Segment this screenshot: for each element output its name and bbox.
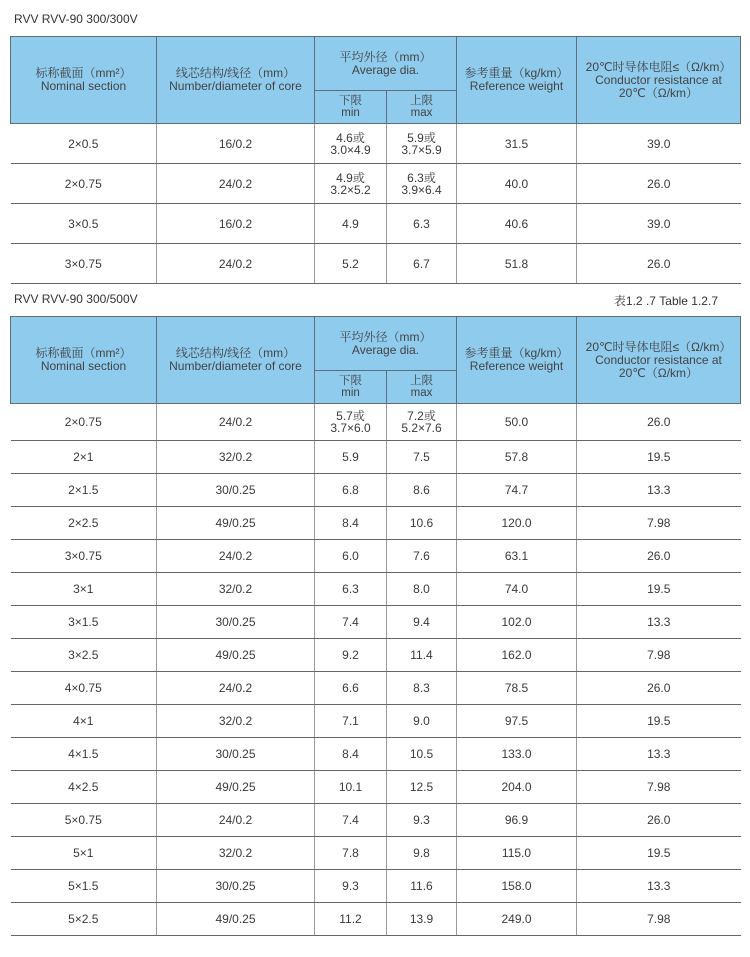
core-cell: 16/0.2 [157,124,315,164]
max-header: 上限 max [387,91,457,124]
max-dia-cell: 6.3或 3.9×6.4 [387,164,457,204]
min-dia-cell: 10.1 [315,771,387,804]
resistance-header: 20℃时导体电阻≤（Ω/km） Conductor resistance at 20℃（Ω/km） [577,317,741,404]
weight-cell: 133.0 [457,738,577,771]
spec-table-300-300v [10,36,741,284]
weight-cell: 40.0 [457,164,577,204]
section-cell: 2×1.5 [11,474,157,507]
table-row [11,507,741,540]
min-dia-cell: 5.7或 3.7×6.0 [315,404,387,441]
min-dia-cell: 6.6 [315,672,387,705]
table-row [11,837,741,870]
table-row [11,244,741,284]
min-dia-cell: 5.9 [315,441,387,474]
weight-cell: 249.0 [457,903,577,936]
max-dia-cell: 7.2或 5.2×7.6 [387,404,457,441]
max-dia-cell: 10.5 [387,738,457,771]
weight-cell: 31.5 [457,124,577,164]
table-row [11,738,741,771]
section-cell: 2×2.5 [11,507,157,540]
core-header: 线芯结构/线径（mm） Number/diameter of core [157,37,315,124]
min-dia-cell: 4.9 [315,204,387,244]
core-cell: 32/0.2 [157,705,315,738]
resistance-cell: 26.0 [577,804,741,837]
section-cell: 2×0.5 [11,124,157,164]
avg-dia-header: 平均外径（mm） Average dia. [315,317,457,371]
core-cell: 49/0.25 [157,903,315,936]
max-dia-cell: 11.6 [387,870,457,903]
resistance-cell: 26.0 [577,404,741,441]
table-row [11,870,741,903]
max-dia-cell: 8.6 [387,474,457,507]
section-cell: 4×0.75 [11,672,157,705]
section-cell: 2×0.75 [11,404,157,441]
core-cell: 30/0.25 [157,738,315,771]
section-cell: 3×0.75 [11,540,157,573]
table-row [11,639,741,672]
weight-cell: 120.0 [457,507,577,540]
resistance-cell: 19.5 [577,837,741,870]
min-dia-cell: 7.4 [315,606,387,639]
weight-cell: 74.0 [457,573,577,606]
weight-header: 参考重量（kg/km） Reference weight [457,37,577,124]
section-cell: 4×2.5 [11,771,157,804]
core-cell: 24/0.2 [157,164,315,204]
section-cell: 4×1 [11,705,157,738]
table1-title: RVV RVV-90 300/300V [14,12,138,26]
core-cell: 30/0.25 [157,870,315,903]
core-cell: 24/0.2 [157,672,315,705]
table-row [11,441,741,474]
table-row [11,903,741,936]
weight-cell: 57.8 [457,441,577,474]
core-cell: 30/0.25 [157,606,315,639]
table-row [11,573,741,606]
max-dia-cell: 11.4 [387,639,457,672]
section-cell: 2×1 [11,441,157,474]
max-dia-cell: 7.6 [387,540,457,573]
resistance-cell: 7.98 [577,903,741,936]
max-dia-cell: 8.0 [387,573,457,606]
min-dia-cell: 4.6或 3.0×4.9 [315,124,387,164]
min-dia-cell: 7.1 [315,705,387,738]
weight-cell: 63.1 [457,540,577,573]
resistance-cell: 26.0 [577,244,741,284]
weight-cell: 115.0 [457,837,577,870]
weight-cell: 97.5 [457,705,577,738]
weight-cell: 51.8 [457,244,577,284]
section-cell: 3×0.75 [11,244,157,284]
min-dia-cell: 9.3 [315,870,387,903]
core-cell: 49/0.25 [157,639,315,672]
spec-table-300-500v [10,316,741,936]
resistance-cell: 7.98 [577,771,741,804]
table-row [11,474,741,507]
core-header: 线芯结构/线径（mm） Number/diameter of core [157,317,315,404]
table-row [11,771,741,804]
table-row [11,404,741,441]
weight-cell: 40.6 [457,204,577,244]
table-row [11,540,741,573]
min-dia-cell: 5.2 [315,244,387,284]
weight-cell: 50.0 [457,404,577,441]
max-dia-cell: 12.5 [387,771,457,804]
max-dia-cell: 9.0 [387,705,457,738]
resistance-cell: 19.5 [577,573,741,606]
resistance-cell: 13.3 [577,738,741,771]
section-cell: 2×0.75 [11,164,157,204]
max-dia-cell: 9.3 [387,804,457,837]
weight-cell: 96.9 [457,804,577,837]
max-dia-cell: 7.5 [387,441,457,474]
table2-title: RVV RVV-90 300/500V [14,292,138,306]
min-dia-cell: 6.0 [315,540,387,573]
resistance-cell: 39.0 [577,204,741,244]
weight-cell: 162.0 [457,639,577,672]
avg-dia-header: 平均外径（mm） Average dia. [315,37,457,91]
table-row [11,705,741,738]
resistance-cell: 7.98 [577,639,741,672]
min-dia-cell: 9.2 [315,639,387,672]
table-row [11,606,741,639]
table-row [11,164,741,204]
table-row [11,804,741,837]
section-cell: 4×1.5 [11,738,157,771]
section-cell: 5×1 [11,837,157,870]
max-dia-cell: 6.7 [387,244,457,284]
section-cell: 5×1.5 [11,870,157,903]
core-cell: 24/0.2 [157,804,315,837]
resistance-header: 20℃时导体电阻≤（Ω/km） Conductor resistance at 20℃（Ω/km） [577,37,741,124]
min-header: 下限 min [315,91,387,124]
max-dia-cell: 13.9 [387,903,457,936]
min-dia-cell: 7.4 [315,804,387,837]
section-cell: 5×2.5 [11,903,157,936]
min-dia-cell: 8.4 [315,507,387,540]
section-cell: 3×1.5 [11,606,157,639]
table-row [11,672,741,705]
weight-cell: 102.0 [457,606,577,639]
core-cell: 32/0.2 [157,573,315,606]
header-row [11,317,741,371]
core-cell: 30/0.25 [157,474,315,507]
weight-cell: 74.7 [457,474,577,507]
max-header: 上限 max [387,371,457,404]
resistance-cell: 19.5 [577,441,741,474]
weight-header: 参考重量（kg/km） Reference weight [457,317,577,404]
resistance-cell: 39.0 [577,124,741,164]
table-row [11,204,741,244]
max-dia-cell: 8.3 [387,672,457,705]
resistance-cell: 26.0 [577,672,741,705]
section-cell: 5×0.75 [11,804,157,837]
min-dia-cell: 6.3 [315,573,387,606]
max-dia-cell: 9.4 [387,606,457,639]
section-header: 标称截面（mm²） Nominal section [11,37,157,124]
core-cell: 24/0.2 [157,540,315,573]
max-dia-cell: 10.6 [387,507,457,540]
min-dia-cell: 11.2 [315,903,387,936]
section-cell: 3×0.5 [11,204,157,244]
core-cell: 16/0.2 [157,204,315,244]
weight-cell: 78.5 [457,672,577,705]
resistance-cell: 13.3 [577,606,741,639]
core-cell: 24/0.2 [157,404,315,441]
max-dia-cell: 6.3 [387,204,457,244]
header-row [11,37,741,91]
resistance-cell: 26.0 [577,164,741,204]
core-cell: 49/0.25 [157,771,315,804]
max-dia-cell: 9.8 [387,837,457,870]
min-dia-cell: 4.9或 3.2×5.2 [315,164,387,204]
section-cell: 3×2.5 [11,639,157,672]
table-reference: 表1.2 .7 Table 1.2.7 [613,294,718,308]
core-cell: 32/0.2 [157,837,315,870]
resistance-cell: 13.3 [577,870,741,903]
section-header: 标称截面（mm²） Nominal section [11,317,157,404]
resistance-cell: 19.5 [577,705,741,738]
min-dia-cell: 6.8 [315,474,387,507]
min-dia-cell: 7.8 [315,837,387,870]
resistance-cell: 7.98 [577,507,741,540]
min-header: 下限 min [315,371,387,404]
max-dia-cell: 5.9或 3.7×5.9 [387,124,457,164]
table-row [11,124,741,164]
core-cell: 32/0.2 [157,441,315,474]
weight-cell: 204.0 [457,771,577,804]
resistance-cell: 26.0 [577,540,741,573]
section-cell: 3×1 [11,573,157,606]
min-dia-cell: 8.4 [315,738,387,771]
core-cell: 24/0.2 [157,244,315,284]
weight-cell: 158.0 [457,870,577,903]
resistance-cell: 13.3 [577,474,741,507]
core-cell: 49/0.25 [157,507,315,540]
